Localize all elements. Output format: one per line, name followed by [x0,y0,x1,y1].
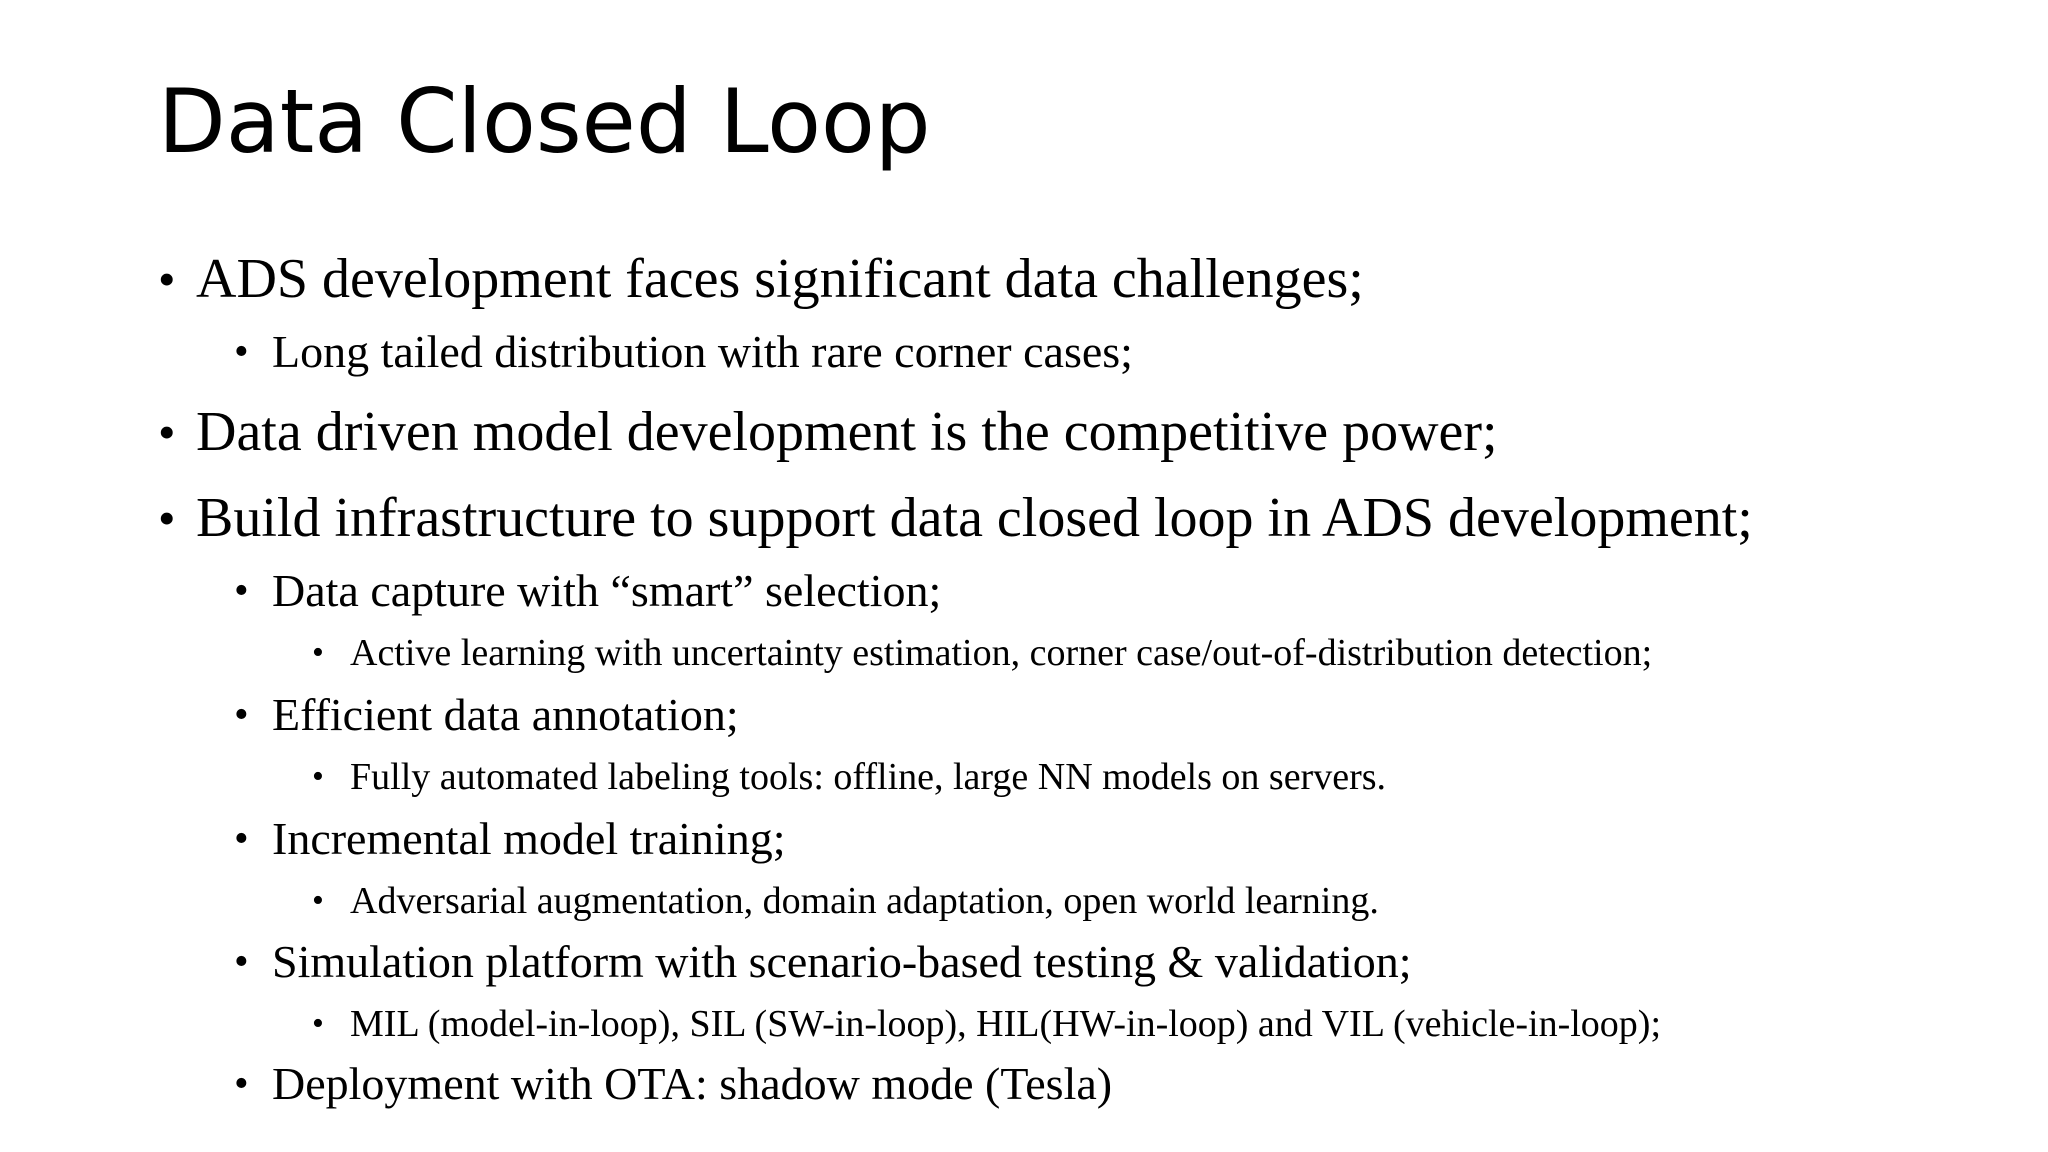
bullet-dot: • [234,816,249,862]
bullet-dot: • [312,882,324,919]
bullet-dot: • [312,634,324,671]
bullet-dot: • [158,251,176,307]
bullet-text: Fully automated labeling tools: offline, large NN models on servers. [350,756,1387,798]
slide-title: Data Closed Loop [158,70,931,173]
bullet-text: Data driven model development is the competitive power; [196,401,1498,463]
bullet-dot: • [234,1061,249,1107]
bullet-text: Incremental model training; [272,813,786,864]
bullet-dot: • [234,692,249,738]
bullet-text: Long tailed distribution with rare corner cases; [272,326,1133,377]
bullet-dot: • [312,1005,324,1042]
bullet-dot: • [158,404,176,460]
bullet-text: Simulation platform with scenario-based testing & validation; [272,936,1412,987]
bullet-text: Adversarial augmentation, domain adaptation, open world learning. [350,880,1379,922]
bullet-dot: • [312,758,324,795]
bullet-dot: • [234,329,249,375]
bullet-text: Data capture with “smart” selection; [272,565,942,616]
bullet-text: Deployment with OTA: shadow mode (Tesla) [272,1058,1113,1109]
bullet-text: Efficient data annotation; [272,689,739,740]
bullet-text: MIL (model-in-loop), SIL (SW-in-loop), HIL(HW-in-loop) and VIL (vehicle-in-loop); [350,1003,1662,1045]
bullet-text: ADS development faces significant data challenges; [196,248,1364,310]
bullet-text: Build infrastructure to support data closed loop in ADS development; [196,487,1753,549]
bullet-dot: • [234,568,249,614]
bullet-text: Active learning with uncertainty estimation, corner case/out-of-distribution detection; [350,632,1653,674]
bullet-dot: • [234,939,249,985]
bullet-dot: • [158,490,176,546]
